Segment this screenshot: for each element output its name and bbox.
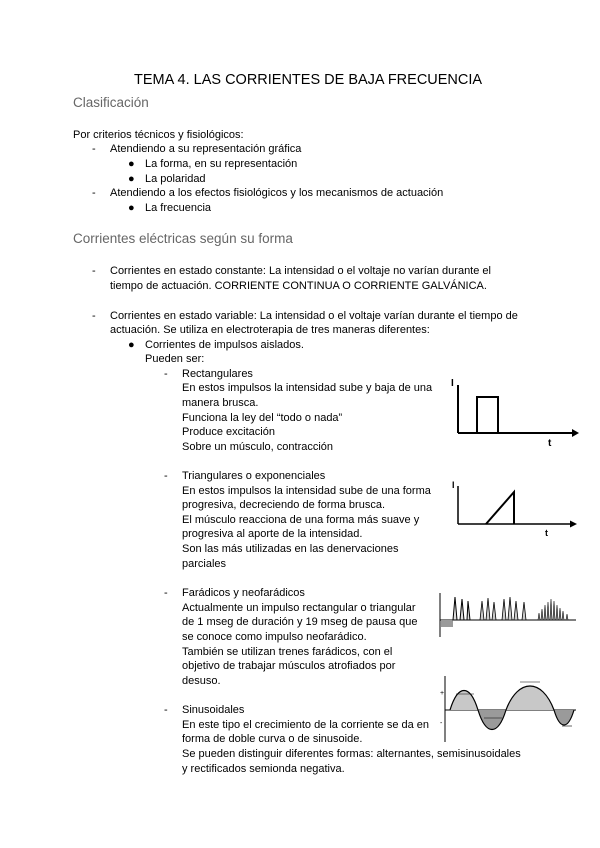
type-line: objetivo de trabajar músculos atrofiados por <box>182 660 396 672</box>
dash-marker: - <box>164 704 168 716</box>
type-name: Sinusoidales <box>182 704 245 716</box>
paragraph-line: Pueden ser: <box>145 353 205 365</box>
list-item: La frecuencia <box>145 202 212 214</box>
type-name: Farádicos y neofarádicos <box>182 587 305 599</box>
type-line: parciales <box>182 558 227 570</box>
type-line: se conoce como impulso neofarádico. <box>182 631 367 643</box>
type-line: de 1 mseg de duración y 19 mseg de pausa que <box>182 616 418 628</box>
svg-text:+: + <box>440 690 445 697</box>
section-heading-clasificacion: Clasificación <box>73 95 149 110</box>
dash-marker: - <box>164 470 168 482</box>
paragraph-line: Corrientes en estado variable: La intensidad o el voltaje varían durante el tiempo de <box>110 310 518 322</box>
axis-label-i: I <box>451 378 454 389</box>
type-line: En este tipo el crecimiento de la corriente se da en <box>182 719 430 731</box>
triangular-pulse-graph <box>450 478 580 540</box>
faradic-trains-graph <box>438 593 578 638</box>
dash-marker: - <box>164 587 168 599</box>
bullet-marker: ● <box>128 173 135 185</box>
type-name: Rectangulares <box>182 368 253 380</box>
type-line: El músculo reacciona de una forma más suave y <box>182 514 420 526</box>
type-line: En estos impulsos la intensidad sube y baja de una <box>182 382 433 394</box>
dash-marker: - <box>92 265 96 277</box>
rectangular-pulse-graph <box>450 375 580 450</box>
paragraph-line: Corrientes en estado constante: La intensidad o el voltaje no varían durante el <box>110 265 491 277</box>
paragraph-line: Corrientes de impulsos aislados. <box>145 339 304 351</box>
bullet-marker: ● <box>128 158 135 170</box>
type-line: También se utilizan trenes farádicos, con el <box>182 646 393 658</box>
list-item: La polaridad <box>145 173 206 185</box>
type-line: En estos impulsos la intensidad sube de una forma <box>182 485 431 497</box>
dash-marker: - <box>92 187 96 199</box>
intro-text: Por criterios técnicos y fisiológicos: <box>73 129 244 141</box>
type-line: Son las más utilizadas en las denervaciones <box>182 543 399 555</box>
type-line: desuso. <box>182 675 221 687</box>
axis-label-t: t <box>545 528 548 538</box>
sinusoidal-graph <box>440 674 580 744</box>
dash-marker: - <box>92 143 96 155</box>
axis-label-t: t <box>548 438 552 449</box>
type-line: y rectificados semionda negativa. <box>182 763 345 775</box>
type-line: manera brusca. <box>182 397 259 409</box>
type-line: progresiva al aporte de la intensidad. <box>182 528 363 540</box>
paragraph-line: actuación. Se utiliza en electroterapia de tres maneras diferentes: <box>110 324 430 336</box>
paragraph-line: tiempo de actuación. CORRIENTE CONTINUA O CORRIENTE GALVÁNICA. <box>110 280 487 292</box>
type-line: Produce excitación <box>182 426 275 438</box>
type-line: Sobre un músculo, contracción <box>182 441 334 453</box>
bullet-marker: ● <box>128 339 135 351</box>
type-line: Actualmente un impulso rectangular o triangular <box>182 602 416 614</box>
type-line: progresiva, decreciendo de forma brusca. <box>182 499 385 511</box>
axis-label-i: I <box>452 480 455 490</box>
dash-marker: - <box>92 310 96 322</box>
type-line: Se pueden distinguir diferentes formas: alternantes, semisinusoidales <box>182 748 521 760</box>
list-item: Atendiendo a su representación gráfica <box>110 143 302 155</box>
list-item: Atendiendo a los efectos fisiológicos y los mecanismos de actuación <box>110 187 444 199</box>
type-line: forma de doble curva o de sinusoide. <box>182 733 363 745</box>
section-heading-corrientes: Corrientes eléctricas según su forma <box>73 231 293 246</box>
bullet-marker: ● <box>128 202 135 214</box>
page-title: TEMA 4. LAS CORRIENTES DE BAJA FRECUENCIA <box>134 72 483 88</box>
dash-marker: - <box>164 368 168 380</box>
type-line: Funciona la ley del “todo o nada” <box>182 412 343 424</box>
type-name: Triangulares o exponenciales <box>182 470 326 482</box>
list-item: La forma, en su representación <box>145 158 298 170</box>
svg-text:-: - <box>440 720 443 727</box>
